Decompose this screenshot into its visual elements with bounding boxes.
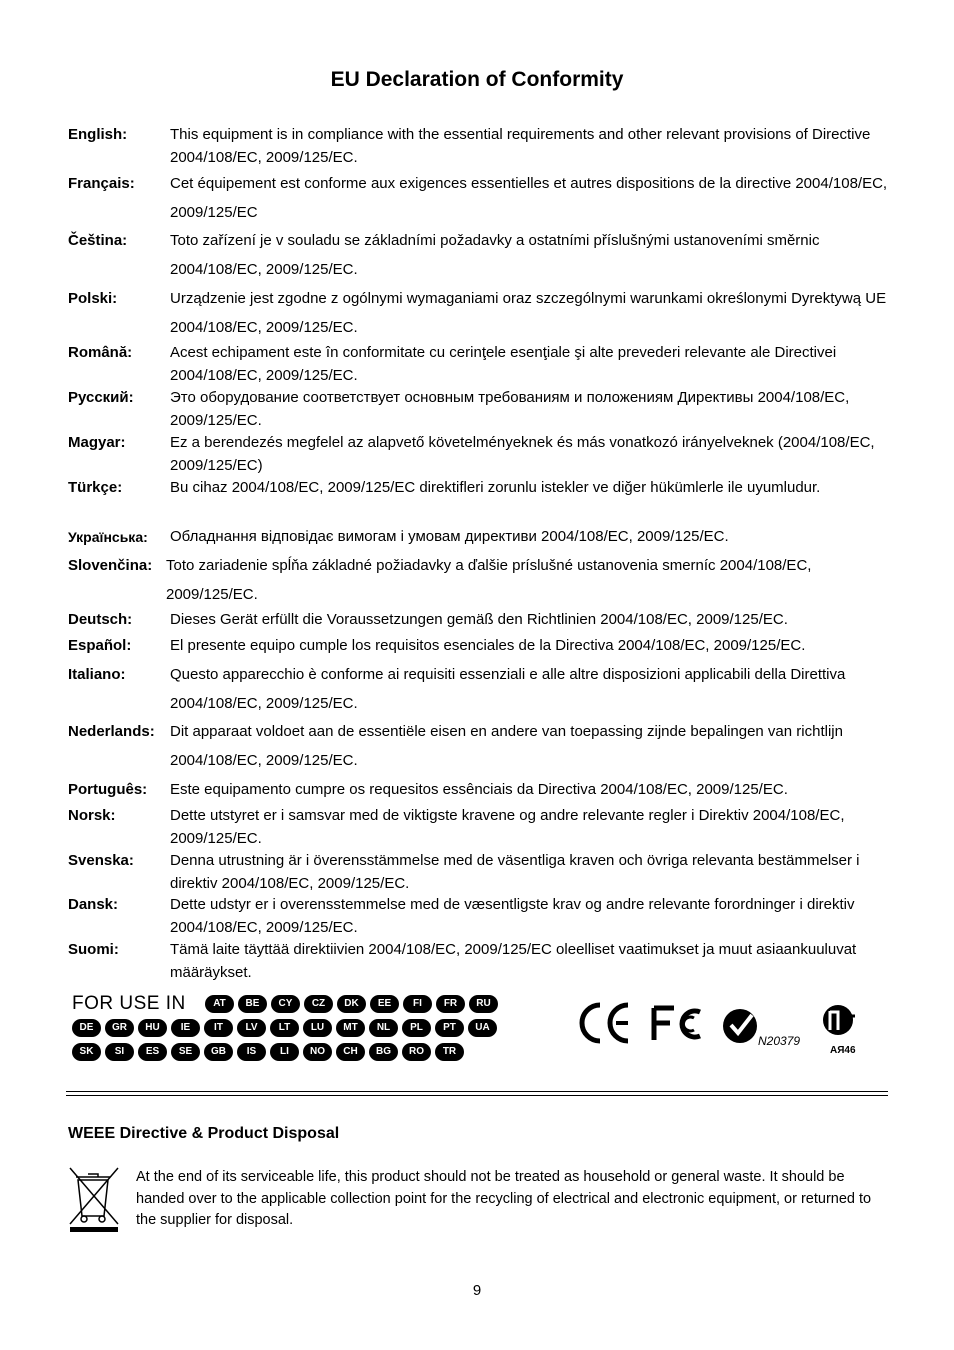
country-badge: FR	[436, 995, 465, 1013]
country-badge: RU	[469, 995, 498, 1013]
language-label: English:	[68, 126, 128, 143]
declaration-text: Dette utstyret er i samsvar med de viktigste kravene og andre relevante regler i Direktiv 2004/108/EC, 2009/125/EC.	[170, 807, 845, 847]
country-badge: PL	[402, 1019, 431, 1037]
page-number: 9	[472, 1282, 482, 1299]
country-badge: NO	[303, 1043, 332, 1061]
declaration-text: Обладнання відповідає вимогам і умовам директиви 2004/108/EC, 2009/125/EC.	[170, 528, 729, 545]
language-label: Українська:	[68, 529, 148, 545]
declaration-text: Urządzenie jest zgodne z ogólnymi wymaganiami oraz szczególnymi warunkami określonymi Dyrektywą UE 2004/108/EC, 2009/125/EC.	[170, 290, 887, 336]
country-badge: DK	[337, 995, 366, 1013]
language-label: Magyar:	[68, 434, 126, 451]
country-badge: FI	[403, 995, 432, 1013]
country-badge: NL	[369, 1019, 398, 1037]
ctick-code: N20379	[758, 1034, 801, 1048]
language-label: Română:	[68, 344, 133, 361]
country-badge: GB	[204, 1043, 233, 1061]
language-label: Español:	[68, 637, 132, 654]
gost-r-mark-icon	[823, 1005, 856, 1056]
country-badge: GR	[105, 1019, 134, 1037]
declaration-text: Toto zařízení je v souladu se základními požadavky a ostatními příslušnými ustanoveními směrnic 2004/108/EC, 2009/125/EC.	[170, 232, 820, 278]
declaration-text: Dit apparaat voldoet aan de essentiële eisen en andere van toepassing zijnde bepalingen van richtlijn 2004/108/EC, 2009/125/EC.	[170, 723, 843, 769]
language-label: Čeština:	[68, 232, 128, 249]
declaration-text: Dieses Gerät erfüllt die Voraussetzungen gemäß den Richtlinien 2004/108/EC, 2009/125/EC.	[170, 611, 788, 628]
country-badge: BE	[238, 995, 267, 1013]
gost-code: АЯ46	[830, 1045, 856, 1056]
declaration-text: El presente equipo cumple los requisitos esenciales de la Directiva 2004/108/EC, 2009/125/EC.	[170, 637, 806, 654]
country-badge: LU	[303, 1019, 332, 1037]
certification-logos	[576, 998, 876, 1058]
page-title: EU Declaration of Conformity	[330, 68, 624, 91]
country-badge: RO	[402, 1043, 431, 1061]
c-tick-mark-icon	[723, 1009, 800, 1048]
country-badge: LV	[237, 1019, 266, 1037]
language-label: Italiano:	[68, 666, 126, 683]
country-badge: CZ	[304, 995, 333, 1013]
language-label: Svenska:	[68, 852, 134, 869]
weee-heading: WEEE Directive & Product Disposal	[68, 1125, 340, 1142]
declaration-text: Acest echipament este în conformitate cu cerinţele esenţiale şi alte prevederi relevante ale Directivei 2004/108/EC, 2009/125/EC.	[170, 344, 837, 384]
divider	[66, 1095, 888, 1096]
country-badge: TR	[435, 1043, 464, 1061]
language-label: Suomi:	[68, 941, 119, 958]
declaration-text: Denna utrustning är i överensstämmelse med de väsentliga kraven och övriga relevanta bestämmelser i direktiv 2004/108/EC, 2009/125/EC.	[170, 852, 860, 892]
country-badge: IE	[171, 1019, 200, 1037]
declaration-text: Toto zariadenie spĺňa základné požiadavky a ďalšie príslušné ustanovenia smerníc 2004/108/EC, 2009/125/EC.	[166, 557, 812, 603]
for-use-in-label: FOR USE IN	[72, 993, 186, 1014]
country-badge: EE	[370, 995, 399, 1013]
declaration-text: Tämä laite täyttää direktiivien 2004/108/EC, 2009/125/EC oleelliset vaatimukset ja muut asiaankuuluvat määräykset.	[170, 941, 857, 981]
country-badge: CH	[336, 1043, 365, 1061]
crossed-out-wheelie-bin-icon	[68, 1166, 120, 1234]
declaration-text: Dette udstyr er i overensstemmelse med de væsentligste krav og andre relevante forordninger i direktiv 2004/108/EC, 2009/125/EC.	[170, 896, 855, 936]
declaration-text: Cet équipement est conforme aux exigences essentielles et autres dispositions de la directive 2004/108/EC, 2009/125/EC	[170, 175, 888, 221]
certification-marks	[576, 998, 876, 1058]
country-badge: PT	[435, 1019, 464, 1037]
divider	[66, 1091, 888, 1092]
country-badge: SI	[105, 1043, 134, 1061]
declaration-text: This equipment is in compliance with the essential requirements and other relevant provisions of Directive 2004/108/EC, 2009/125/EC.	[170, 126, 871, 166]
country-badge: CY	[271, 995, 300, 1013]
declaration-text: Ez a berendezés megfelel az alapvető követelményeknek és más vonatkozó irányelveknek (2004/108/EC, 2009/125/EC)	[170, 434, 875, 474]
language-label: Deutsch:	[68, 611, 133, 628]
declaration-text: Это оборудование соответствует основным требованиям и положениям Директивы 2004/108/EC, 2009/125/EC.	[170, 389, 850, 429]
fcc-mark-icon	[654, 1008, 700, 1040]
language-label: Nederlands:	[68, 723, 155, 740]
declaration-text: Este equipamento cumpre os requesitos essênciais da Directiva 2004/108/EC, 2009/125/EC.	[170, 781, 788, 798]
country-badge: BG	[369, 1043, 398, 1061]
language-label: Polski:	[68, 290, 118, 307]
language-label: Türkçe:	[68, 479, 123, 496]
country-badge: ES	[138, 1043, 167, 1061]
weee-body: At the end of its serviceable life, this product should not be treated as household or general waste. It should be handed over to the applicable collection point for the recycling of electrical and electronic equipment, or returned to the supplier for disposal.	[136, 1169, 872, 1228]
language-label: Slovenčina:	[68, 557, 153, 574]
country-badge: AT	[205, 995, 234, 1013]
country-badge: SE	[171, 1043, 200, 1061]
declaration-text: Questo apparecchio è conforme ai requisiti essenziali e alle altre disposizioni applicabili della Direttiva 2004/108/EC, 2009/125/EC.	[170, 666, 846, 712]
country-badge: LI	[270, 1043, 299, 1061]
country-badge: UA	[468, 1019, 497, 1037]
country-badge: IT	[204, 1019, 233, 1037]
language-label: Français:	[68, 175, 135, 192]
language-label: Português:	[68, 781, 148, 798]
country-badge: DE	[72, 1019, 101, 1037]
country-badge: LT	[270, 1019, 299, 1037]
declaration-text: Bu cihaz 2004/108/EC, 2009/125/EC direktifleri zorunlu istekler ve diğer hükümlerle ile uyumludur.	[170, 479, 821, 496]
country-badge: MT	[336, 1019, 365, 1037]
ce-mark-icon	[582, 1005, 628, 1041]
country-badge: HU	[138, 1019, 167, 1037]
language-label: Norsk:	[68, 807, 116, 824]
country-badge: IS	[237, 1043, 266, 1061]
country-badge: SK	[72, 1043, 101, 1061]
language-label: Русский:	[68, 389, 134, 406]
language-label: Dansk:	[68, 896, 119, 913]
